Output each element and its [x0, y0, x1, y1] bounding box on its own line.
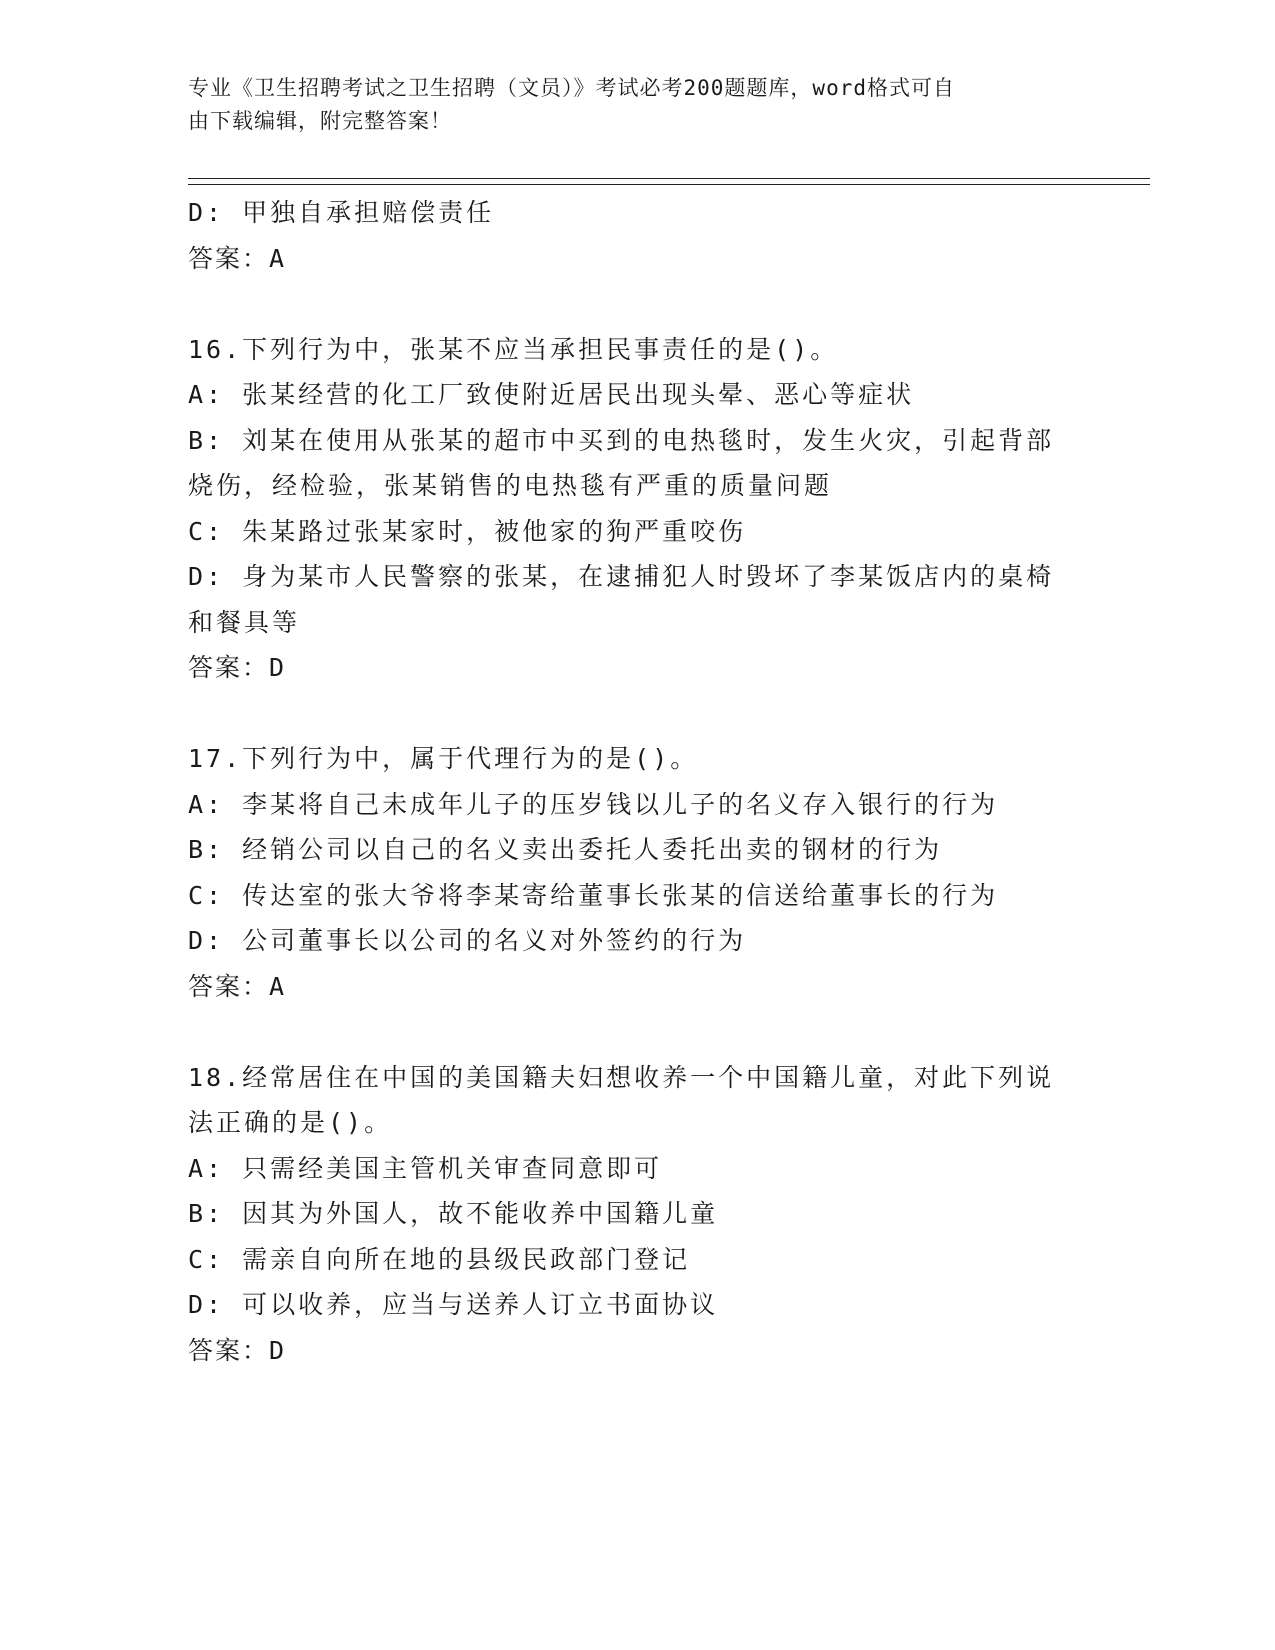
q15-option-d: D: 甲独自承担赔偿责任	[188, 198, 495, 227]
q18-question-line-2: 法正确的是()。	[188, 1108, 393, 1137]
q18-answer: 答案：D	[188, 1335, 287, 1365]
q17-option-d: D: 公司董事长以公司的名义对外签约的行为	[188, 926, 747, 955]
q18-option-b: B: 因其为外国人，故不能收养中国籍儿童	[188, 1199, 719, 1228]
q17-option-a: A: 李某将自己未成年儿子的压岁钱以儿子的名义存入银行的行为	[188, 789, 999, 819]
q17-question: 17.下列行为中，属于代理行为的是()。	[188, 744, 699, 773]
q15-answer: 答案：A	[188, 243, 287, 273]
spacer	[188, 691, 1088, 737]
page-header	[188, 72, 1068, 138]
q16-option-d-line-2: 和餐具等	[188, 607, 301, 637]
q16-option-a: A: 张某经营的化工厂致使附近居民出现头晕、恶心等症状	[188, 380, 915, 409]
header-rule-bottom	[188, 184, 1150, 185]
q18-option-d: D: 可以收养，应当与送养人订立书面协议	[188, 1290, 719, 1319]
question-15-tail	[188, 190, 1088, 281]
header-line-1: 专业《卫生招聘考试之卫生招聘（文员）》考试必考200题题库，word格式可自	[188, 76, 955, 100]
question-17	[188, 736, 1088, 1009]
q17-answer: 答案：A	[188, 971, 287, 1001]
question-16	[188, 327, 1088, 691]
q18-question-line-1: 18.经常居住在中国的美国籍夫妇想收养一个中国籍儿童，对此下列说	[188, 1062, 1055, 1092]
q16-option-b-line-1: B: 刘某在使用从张某的超市中买到的电热毯时，发生火灾，引起背部	[188, 425, 1055, 455]
header-line-2: 由下载编辑，附完整答案！	[188, 109, 452, 133]
document-body	[188, 190, 1088, 1373]
q17-option-c: C: 传达室的张大爷将李某寄给董事长张某的信送给董事长的行为	[188, 880, 999, 910]
header-rule-top	[188, 178, 1150, 179]
spacer	[188, 1009, 1088, 1055]
q16-question: 16.下列行为中，张某不应当承担民事责任的是()。	[188, 334, 839, 364]
q18-option-a: A: 只需经美国主管机关审查同意即可	[188, 1153, 663, 1183]
q16-option-b-line-2: 烧伤，经检验，张某销售的电热毯有严重的质量问题	[188, 471, 833, 500]
q16-answer: 答案：D	[188, 653, 287, 682]
spacer	[188, 281, 1088, 327]
q18-option-c: C: 需亲自向所在地的县级民政部门登记	[188, 1244, 691, 1274]
q16-option-d-line-1: D: 身为某市人民警察的张某，在逮捕犯人时毁坏了李某饭店内的桌椅	[188, 562, 1055, 591]
q16-option-c: C: 朱某路过张某家时，被他家的狗严重咬伤	[188, 516, 747, 546]
question-18	[188, 1055, 1088, 1374]
q17-option-b: B: 经销公司以自己的名义卖出委托人委托出卖的钢材的行为	[188, 835, 943, 864]
